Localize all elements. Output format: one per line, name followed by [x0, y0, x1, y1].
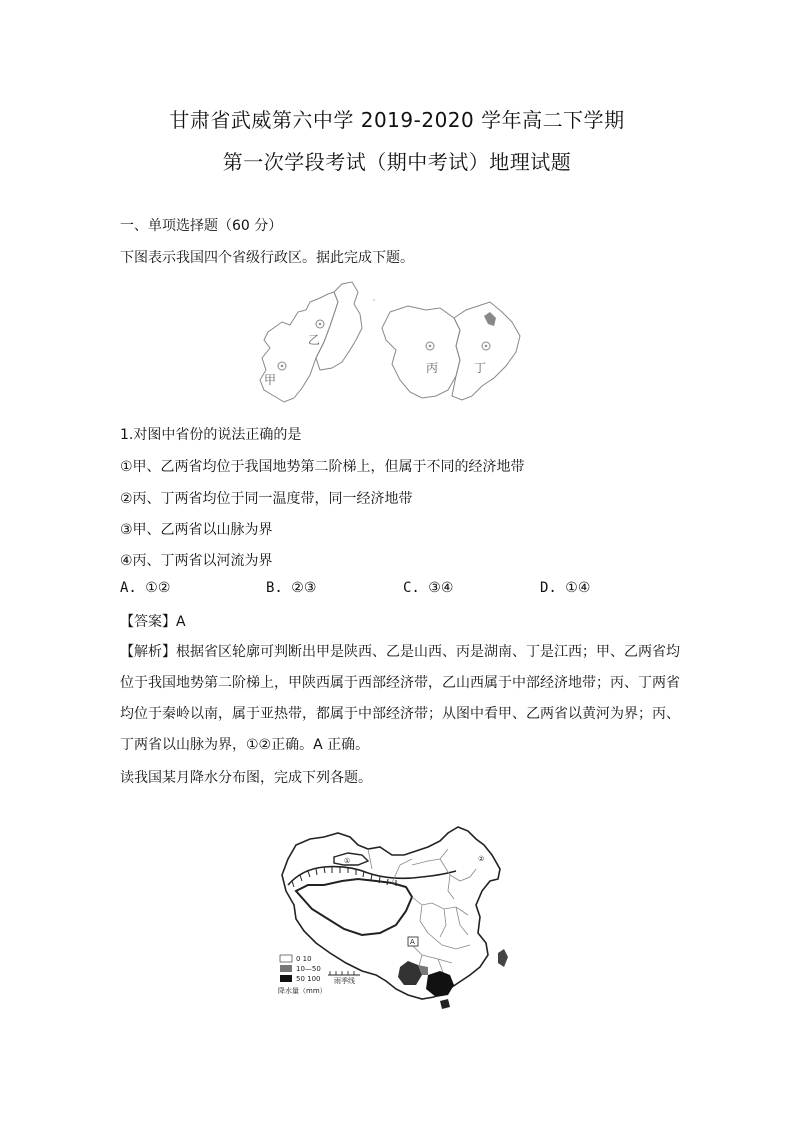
- label-bing: 丙: [426, 361, 439, 375]
- hainan-island: [440, 999, 450, 1009]
- option-a: A. ①②: [120, 580, 171, 596]
- china-outline: [282, 827, 500, 999]
- label-ding: 丁: [474, 361, 487, 375]
- legend-swatch-0-10: [280, 955, 292, 962]
- analysis-body: 根据省区轮廓可判断出甲是陕西、乙是山西、丙是湖南、丁是江西；甲、乙两省均位于我国地势第二阶梯上，甲陕西属于西部经济带，乙山西属于中部经济地带；丙、丁两省均位于秦岭以南，属于亚热带，都属于中部经济带；从图中看甲、乙两省以黄河为界；丙、丁两省以山脉为界，①②正确。A 正确。: [120, 644, 680, 753]
- intro-text-1: 下图表示我国四个省级行政区。据此完成下题。: [120, 250, 414, 266]
- statement-2: ②丙、丁两省均位于同一温度带，同一经济地带: [120, 491, 413, 507]
- label-jia: 甲: [264, 373, 277, 387]
- doc-title-line2: 第一次学段考试（期中考试）地理试题: [222, 150, 572, 174]
- question-1-stem: 1.对图中省份的说法正确的是: [120, 427, 302, 443]
- statement-1: ①甲、乙两省均位于我国地势第二阶梯上，但属于不同的经济地带: [120, 459, 525, 475]
- answer-text: 【答案】A: [120, 614, 186, 630]
- option-b: B. ②③: [266, 580, 317, 596]
- label-yi: 乙: [308, 333, 321, 347]
- section-heading: 一、单项选择题（60 分）: [120, 218, 283, 234]
- option-c: C. ③④: [403, 580, 454, 596]
- intro-text-2: 读我国某月降水分布图，完成下列各题。: [120, 770, 372, 786]
- doc-title-line1: 甘肃省武威第六中学 2019-2020 学年高二下学期: [169, 108, 625, 132]
- label-point-a: A: [410, 938, 415, 946]
- legend-swatch-10-50: [280, 965, 292, 972]
- legend-label-0-10: 0 10: [296, 955, 312, 963]
- option-d: D. ①④: [540, 580, 591, 596]
- statement-3: ③甲、乙两省以山脉为界: [120, 522, 273, 538]
- analysis-paragraph: [120, 637, 682, 761]
- china-precipitation-map: [272, 825, 522, 1010]
- province-map: [250, 280, 535, 405]
- legend-unit: 降水量（mm）: [278, 987, 327, 995]
- label-region-1: ①: [344, 857, 351, 865]
- legend-label-10-50: 10—50: [296, 965, 321, 973]
- legend-rain-line-label: 雨季线: [334, 977, 355, 985]
- lake-poyang: [484, 312, 496, 326]
- province-outline-bing: [382, 306, 460, 398]
- legend-swatch-50-100: [280, 975, 292, 982]
- analysis-label: 【解析】: [120, 644, 176, 660]
- label-region-2: ②: [478, 855, 485, 863]
- legend-label-50-100: 50 100: [296, 975, 321, 983]
- statement-4: ④丙、丁两省以河流为界: [120, 553, 273, 569]
- taiwan-island: [498, 949, 508, 967]
